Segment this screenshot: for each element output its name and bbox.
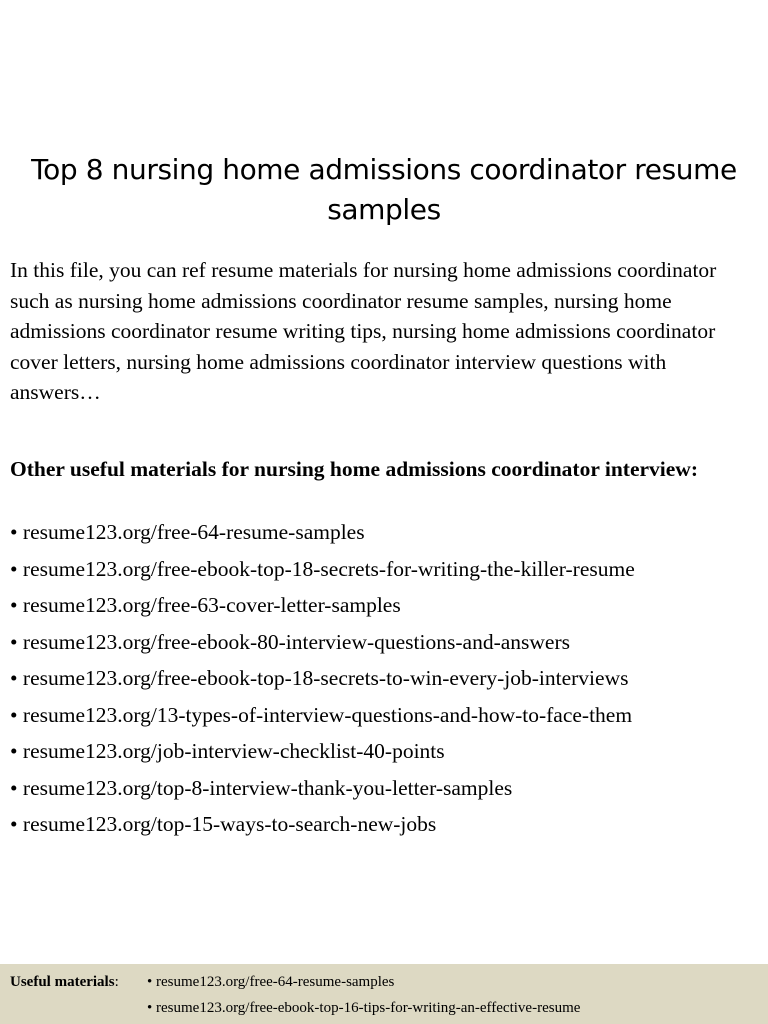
list-item <box>10 809 765 846</box>
resource-link[interactable]: resume123.org/top-15-ways-to-search-new-jobs <box>22 812 437 836</box>
resource-link[interactable]: resume123.org/job-interview-checklist-40-points <box>22 739 445 763</box>
footer-label-text: Useful materials <box>10 974 115 990</box>
materials-heading: Other useful materials for nursing home admissions coordinator interview: <box>10 457 698 481</box>
list-item <box>10 700 765 737</box>
list-item <box>10 663 765 700</box>
footer-bar <box>0 964 768 1024</box>
list-item <box>10 590 765 627</box>
footer-colon: : <box>114 974 119 990</box>
list-item <box>10 773 765 810</box>
bullet: • <box>10 812 18 836</box>
resource-link[interactable]: resume123.org/free-63-cover-letter-samples <box>22 593 401 617</box>
resource-link[interactable]: resume123.org/free-ebook-top-18-secrets-for-writing-the-killer-resume <box>22 556 635 581</box>
bullet: • <box>10 775 18 800</box>
resource-link[interactable]: resume123.org/13-types-of-interview-questions-and-how-to-face-them <box>22 702 633 727</box>
resource-link[interactable]: resume123.org/top-8-interview-thank-you-letter-samples <box>22 775 513 800</box>
list-item <box>10 736 765 773</box>
bullet: • <box>10 556 18 581</box>
bullet: • <box>10 702 18 727</box>
bullet: • <box>10 739 18 763</box>
resource-link-list <box>10 517 765 846</box>
resource-link[interactable]: resume123.org/free-ebook-80-interview-questions-and-answers <box>22 629 570 654</box>
resource-link[interactable]: resume123.org/free-64-resume-samples <box>22 520 365 544</box>
intro-paragraph: In this file, you can ref resume materials for nursing home admissions coordinator such as nursing home admissions coordinator resume samples, nursing home admissions coordinator resume writing tips, nursing home admissions coordinator cover letters, nursing home admissions coordinator interview questions with answers… <box>10 258 717 404</box>
resource-link[interactable]: resume123.org/free-ebook-top-18-secrets-to-win-every-job-interviews <box>22 666 629 690</box>
bullet: • <box>10 520 18 544</box>
list-item <box>10 554 765 591</box>
footer-label <box>10 974 119 991</box>
footer-link[interactable]: • resume123.org/free-ebook-top-16-tips-for-writing-an-effective-resume <box>147 1000 581 1016</box>
list-item <box>10 517 765 554</box>
bullet: • <box>10 593 18 617</box>
page-title: Top 8 nursing home admissions coordinator resume samples <box>31 153 737 226</box>
list-item <box>10 627 765 664</box>
bullet: • <box>10 629 18 654</box>
footer-link[interactable]: • resume123.org/free-64-resume-samples <box>147 974 395 990</box>
bullet: • <box>10 666 18 690</box>
